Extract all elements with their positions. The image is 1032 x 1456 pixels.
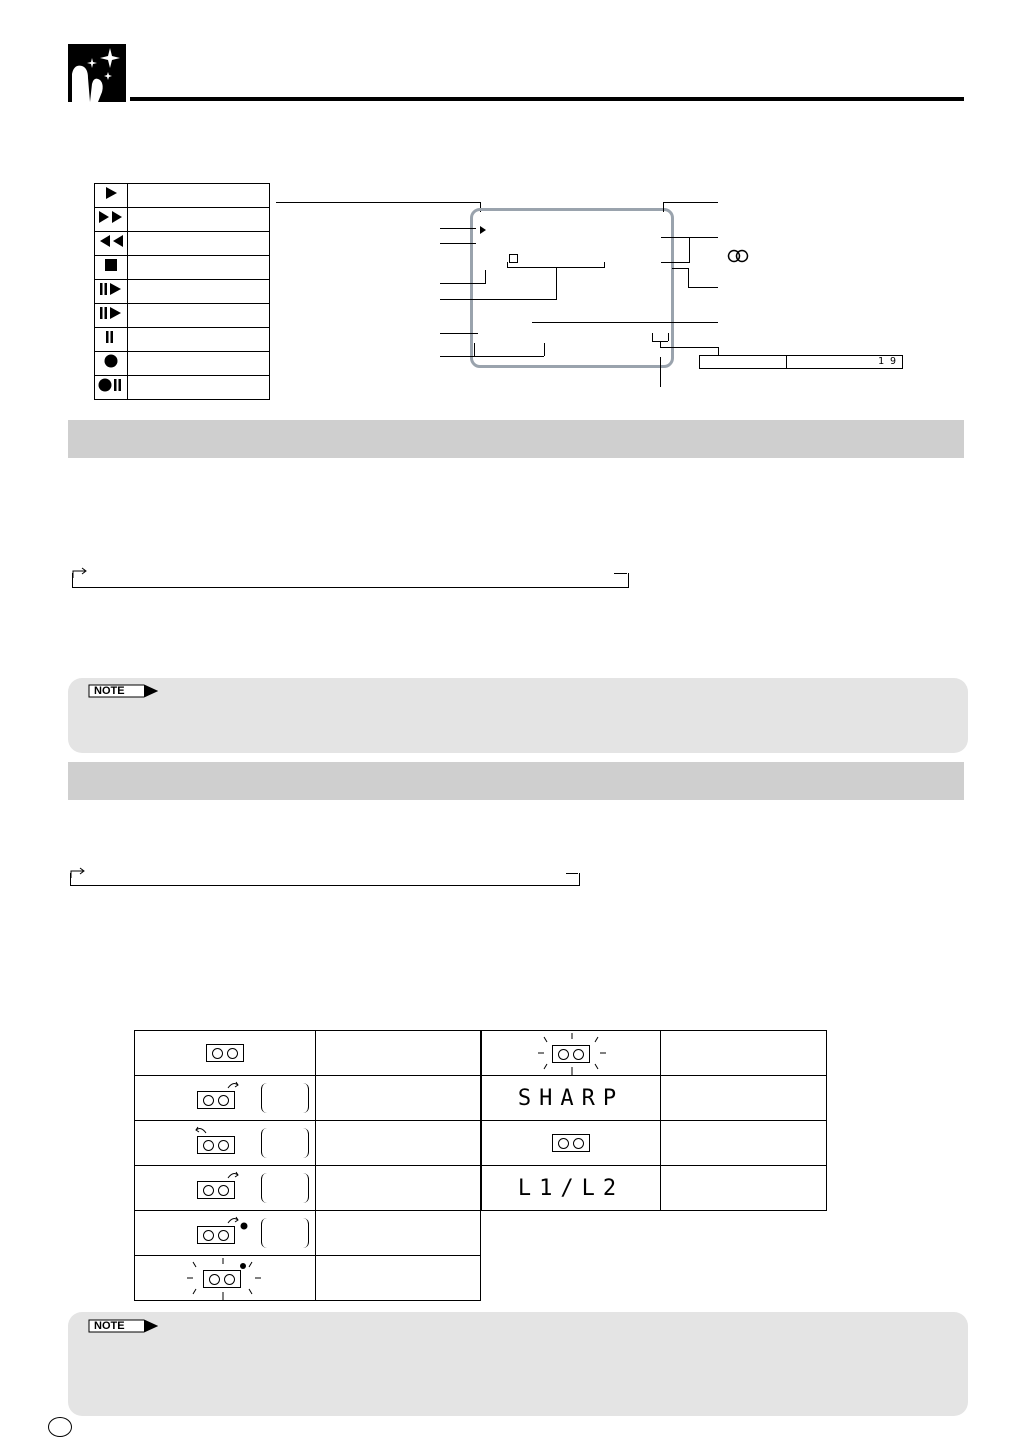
section-heading-band — [68, 762, 964, 800]
tv-screen-diagram — [470, 208, 674, 368]
leader-line — [276, 202, 480, 203]
screen-play-marker-icon — [479, 226, 487, 234]
counter-bracket — [261, 1173, 309, 1203]
language-marker — [48, 1417, 72, 1437]
note-tag — [88, 684, 158, 698]
icon-row-rew — [95, 232, 270, 256]
leader-line — [544, 343, 545, 356]
leader-line — [440, 356, 544, 357]
record-dot-icon — [227, 1215, 249, 1231]
section-heading-band — [68, 420, 964, 458]
pause-icon — [103, 329, 119, 345]
stereo-icon — [727, 249, 749, 268]
cassette-play-icon — [197, 1181, 235, 1199]
bracket-line — [668, 333, 669, 341]
note-label: NOTE — [94, 685, 125, 697]
bracket-line — [614, 573, 627, 574]
record-icon — [103, 353, 119, 369]
leader-line — [688, 287, 718, 288]
leader-line — [661, 262, 690, 263]
leader-line — [440, 299, 557, 300]
pause-play-icon — [97, 305, 125, 321]
display-table-right — [481, 1030, 827, 1211]
record-pause-icon — [97, 377, 125, 393]
icon-row-ff — [95, 208, 270, 232]
leader-line — [663, 202, 664, 212]
note-box — [68, 1312, 968, 1416]
leader-line — [440, 283, 486, 284]
flow-bracket — [72, 573, 629, 588]
arrow-right-icon — [72, 566, 92, 584]
note-tag — [88, 1319, 158, 1333]
rewind-icon — [97, 233, 125, 249]
clock-icon — [509, 254, 518, 263]
leader-line — [440, 333, 478, 334]
icon-row-frame — [95, 304, 270, 328]
counter-bracket — [261, 1083, 309, 1113]
bracket-line — [507, 262, 508, 268]
arrow-forward-icon — [227, 1080, 241, 1092]
cassette-icon — [552, 1134, 590, 1152]
leader-line — [661, 237, 689, 238]
icon-row-recpause — [95, 376, 270, 400]
leader-line — [440, 243, 476, 244]
blink-rays-icon — [532, 1031, 612, 1077]
leader-line — [532, 322, 718, 323]
lcd-text-sharp: SHARP — [517, 1085, 625, 1111]
display-table-left — [134, 1030, 481, 1301]
flow-bracket — [70, 873, 580, 886]
counter-bracket — [261, 1128, 309, 1158]
lcd-text-input: L1/L2 — [517, 1175, 625, 1201]
leader-line — [474, 343, 475, 356]
note-box — [68, 678, 968, 753]
leader-line — [689, 237, 718, 238]
counter-bracket — [261, 1218, 309, 1248]
leader-line — [663, 202, 718, 203]
leader-line — [485, 270, 486, 284]
icon-row-pause — [95, 328, 270, 352]
fast-forward-icon — [97, 209, 125, 225]
cassette-play-icon — [197, 1091, 235, 1109]
icon-row-slow — [95, 280, 270, 304]
leader-line — [660, 357, 661, 387]
leader-line — [718, 347, 719, 355]
icon-row-rec — [95, 352, 270, 376]
header-rule — [130, 97, 964, 101]
leader-line — [660, 347, 718, 348]
bracket-line — [652, 333, 653, 341]
section-logo-icon — [68, 44, 126, 102]
cassette-rewind-icon — [197, 1136, 235, 1154]
osd-icon-table — [94, 183, 270, 400]
leader-line — [689, 237, 690, 262]
info-box — [699, 355, 903, 369]
leader-line — [440, 228, 476, 229]
info-box-value: 1 9 — [877, 356, 896, 367]
cassette-icon — [206, 1044, 244, 1062]
leader-line — [556, 268, 557, 299]
bracket-line — [566, 873, 578, 874]
arrow-forward-icon — [227, 1170, 241, 1182]
icon-row-play — [95, 184, 270, 208]
bracket-line — [604, 262, 605, 268]
leader-line — [688, 268, 689, 287]
stop-icon — [103, 257, 119, 273]
note-label: NOTE — [94, 1320, 125, 1332]
leader-line — [672, 268, 688, 269]
pause-play-icon — [97, 281, 125, 297]
play-icon — [103, 185, 119, 201]
arrow-right-icon — [70, 866, 90, 884]
arrow-back-icon — [193, 1125, 207, 1137]
blink-rays-icon — [179, 1256, 269, 1302]
icon-row-stop — [95, 256, 270, 280]
